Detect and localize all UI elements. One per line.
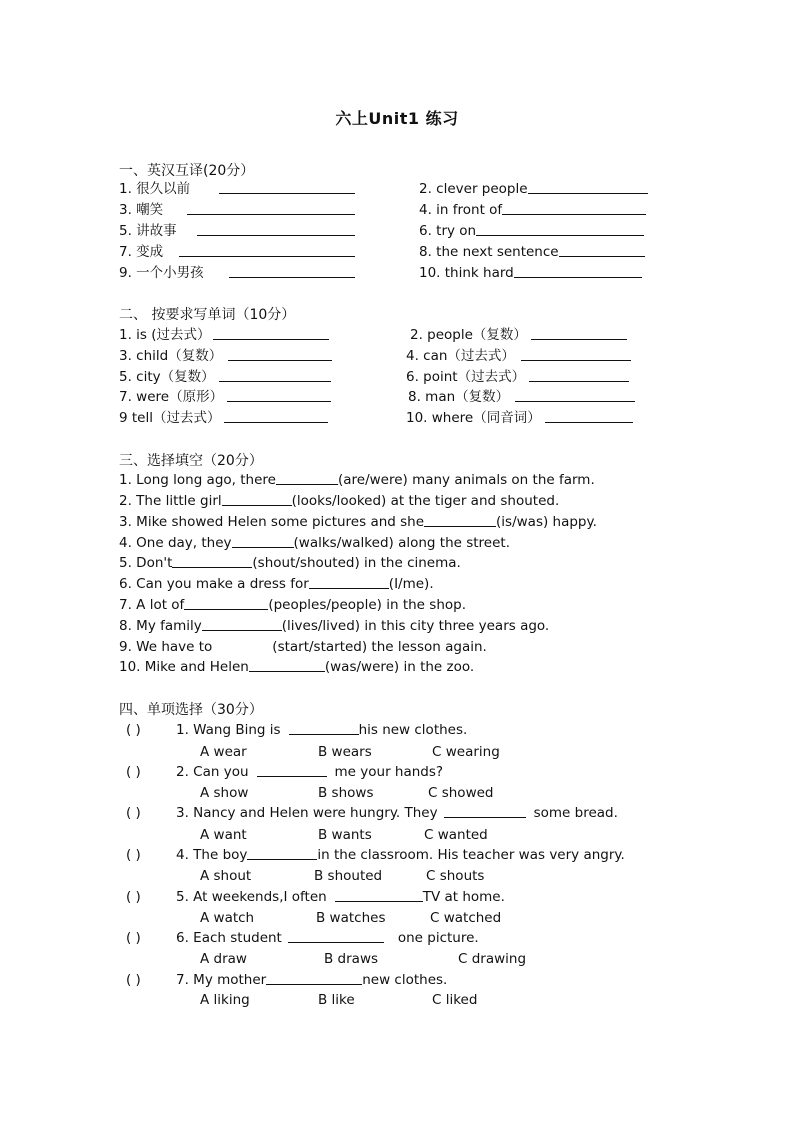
choice-question: 4. The boy in the classroom. His teacher was very angry. xyxy=(176,847,625,863)
answer-bracket: ( ) xyxy=(126,764,141,780)
word-item: 1. is (过去式） xyxy=(119,325,329,345)
option-a: A want xyxy=(200,827,247,843)
option-b: B watches xyxy=(316,910,386,926)
section-2-heading: 二、 按要求写单词（10分） xyxy=(119,307,296,323)
word-item: 6. point（过去式） xyxy=(406,367,629,387)
page-title: 六上Unit1 练习 xyxy=(335,109,459,128)
answer-bracket: ( ) xyxy=(126,805,141,821)
translate-item: 7. 变成 xyxy=(119,242,355,262)
option-c: C watched xyxy=(430,910,502,926)
option-b: B shows xyxy=(318,785,374,801)
word-item: 10. where（同音词） xyxy=(406,408,633,428)
fill-item: 5. Don't (shout/shouted) in the cinema. xyxy=(119,555,461,571)
fill-item: 10. Mike and Helen (was/were) in the zoo. xyxy=(119,659,475,675)
choice-question: 6. Each student one picture. xyxy=(176,930,479,946)
option-c: C drawing xyxy=(458,951,527,967)
choice-question: 1. Wang Bing is his new clothes. xyxy=(176,722,468,738)
word-item: 4. can（过去式） xyxy=(406,346,631,366)
fill-item: 2. The little girl (looks/looked) at the tiger and shouted. xyxy=(119,493,560,509)
word-item: 3. child（复数） xyxy=(119,346,332,366)
section-1-heading: 一、英汉互译(20分） xyxy=(119,163,255,179)
section-3-heading: 三、选择填空（20分） xyxy=(119,453,263,469)
word-item: 5. city（复数） xyxy=(119,367,331,387)
word-item: 9 tell（过去式） xyxy=(119,408,328,428)
choice-question: 3. Nancy and Helen were hungry. They some bread. xyxy=(176,805,618,821)
translate-item: 6. try on xyxy=(419,221,644,241)
fill-item: 7. A lot of (peoples/people) in the shop. xyxy=(119,597,466,613)
option-b: B like xyxy=(318,992,355,1008)
translate-item: 8. the next sentence xyxy=(419,242,645,262)
fill-item: 8. My family (lives/lived) in this city three years ago. xyxy=(119,618,550,634)
fill-item: 6. Can you make a dress for (I/me). xyxy=(119,576,434,592)
answer-bracket: ( ) xyxy=(126,930,141,946)
translate-item: 1. 很久以前 xyxy=(119,179,355,199)
answer-bracket: ( ) xyxy=(126,889,141,905)
option-c: C wearing xyxy=(432,744,500,760)
translate-item: 5. 讲故事 xyxy=(119,221,355,241)
option-b: B wants xyxy=(318,827,372,843)
fill-item: 1. Long long ago, there (are/were) many animals on the farm. xyxy=(119,472,595,488)
word-item: 2. people（复数） xyxy=(410,325,627,345)
option-c: C shouts xyxy=(426,868,485,884)
option-b: B wears xyxy=(318,744,372,760)
answer-bracket: ( ) xyxy=(126,972,141,988)
option-a: A watch xyxy=(200,910,255,926)
option-b: B shouted xyxy=(314,868,383,884)
choice-question: 2. Can you me your hands? xyxy=(176,764,444,780)
fill-item: 9. We have to (start/started) the lesson again. xyxy=(119,639,487,655)
word-item: 7. were（原形） xyxy=(119,387,331,407)
option-c: C showed xyxy=(428,785,494,801)
translate-item: 9. 一个小男孩 xyxy=(119,263,355,283)
option-c: C wanted xyxy=(424,827,488,843)
option-a: A draw xyxy=(200,951,247,967)
option-a: A liking xyxy=(200,992,250,1008)
answer-bracket: ( ) xyxy=(126,722,141,738)
option-a: A wear xyxy=(200,744,247,760)
word-item: 8. man（复数） xyxy=(408,387,635,407)
fill-item: 3. Mike showed Helen some pictures and she (is/was) happy. xyxy=(119,514,597,530)
choice-question: 5. At weekends,I often TV at home. xyxy=(176,889,505,905)
answer-bracket: ( ) xyxy=(126,847,141,863)
translate-item: 3. 嘲笑 xyxy=(119,200,355,220)
option-a: A shout xyxy=(200,868,252,884)
fill-item: 4. One day, they (walks/walked) along the street. xyxy=(119,535,511,551)
translate-item: 4. in front of xyxy=(419,200,646,220)
section-4-heading: 四、单项选择（30分） xyxy=(119,702,263,718)
option-c: C liked xyxy=(432,992,478,1008)
translate-item: 10. think hard xyxy=(419,263,642,283)
option-a: A show xyxy=(200,785,249,801)
option-b: B draws xyxy=(324,951,379,967)
choice-question: 7. My mother new clothes. xyxy=(176,972,448,988)
translate-item: 2. clever people xyxy=(419,179,648,199)
